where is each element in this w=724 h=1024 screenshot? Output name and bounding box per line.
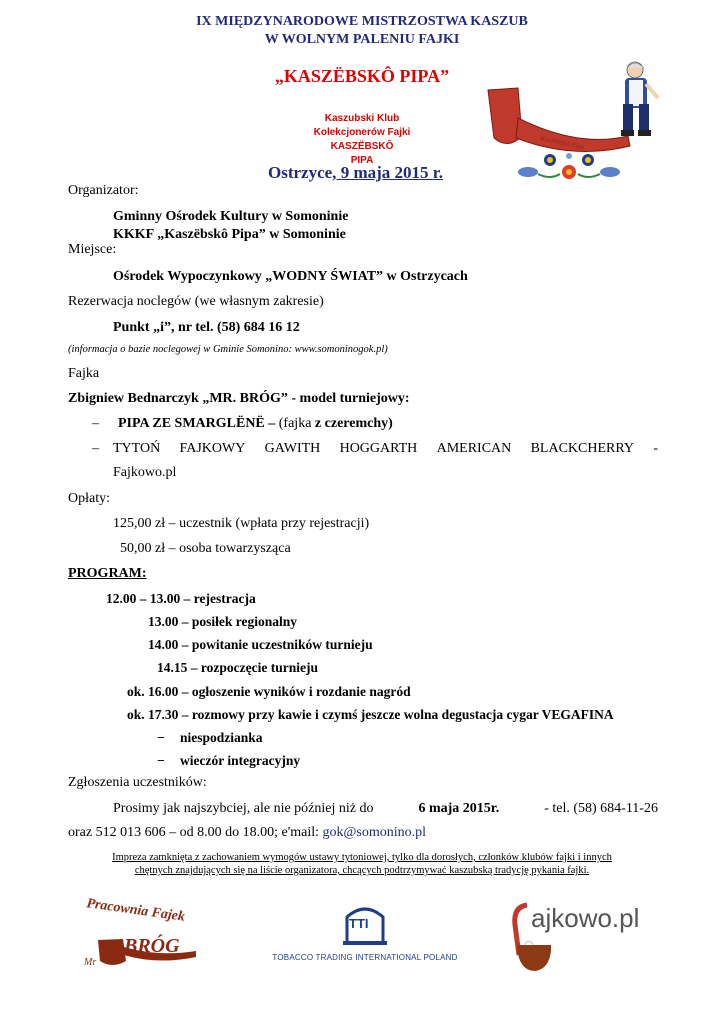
program-item: 14.15 – rozpoczęcie turnieju [157,660,318,675]
fee-participant: 125,00 zł – uczestnik (wpłata przy rejestracji) [113,516,370,531]
fee-companion: 50,00 zł – osoba towarzysząca [120,541,291,556]
svg-text:Kaszëbskô Pipa: Kaszëbskô Pipa [539,134,585,152]
lodging-info: (informacja o bazie noclegowej w Gminie Somonino: www.somoninogok.pl) [68,344,388,355]
email-link[interactable]: gok@somonino.pl [322,825,427,840]
tti-name: TOBACCO TRADING INTERNATIONAL POLAND [272,953,458,962]
brog-logo [78,895,208,975]
registration-contact [68,825,426,841]
brog-logo-mr: Mr [84,957,97,968]
registration-label: Zgłoszenia uczestników: [68,775,207,790]
pipe-item-material: z czeremchy) [314,416,393,431]
registration-phone: - tel. (58) 684-11-26 [544,801,658,816]
place-label: Miejsce: [68,242,117,257]
program-heading: PROGRAM: [68,566,147,581]
tobacco-word: - [653,441,658,456]
program-item: 14.00 – powitanie uczestników turnieju [148,637,373,652]
event-title-line2: W WOLNYM PALENIU FAJKI [264,32,460,47]
tobacco-item-dash: – [92,441,99,456]
tti-logo [250,903,480,973]
lodging-phone: Punkt „i”, nr tel. (58) 684 16 12 [113,320,300,335]
program-bullet: niespodzianka [180,730,263,745]
event-name: „KASZËBSKÔ PIPA” [274,66,450,86]
pipe-item-name: PIPA ZE SMARGLËNË – [118,416,276,431]
organizer-line: Gminny Ośrodek Kultury w Somoninie [113,209,349,224]
event-date-place: Ostrzyce, [268,163,337,182]
pipe-item-pipa [118,416,393,432]
kashubian-ornament-icon [510,150,628,186]
program-item: 13.00 – posiłek regionalny [148,614,298,629]
tobacco-word: AMERICAN [436,441,512,456]
brog-logo-name: BRÓG [124,935,180,957]
club-line: Kolekcjonerów Fajki [313,127,411,138]
tobacco-source: Fajkowo.pl [113,465,177,480]
pipe-model: Zbigniew Bednarczyk „MR. BRÓG” - model turniejowy: [68,391,410,406]
event-title-line1: IX MIĘDZYNARODOWE MISTRZOSTWA KASZUB [196,14,528,29]
program-item: 12.00 – 13.00 – rejestracja [106,591,256,606]
registration-hours: oraz 512 013 606 – od 8.00 do 18.00; e'mail: [68,825,323,840]
event-date [268,163,443,183]
program-bullet-dash: − [157,730,165,745]
tobacco-word: BLACKCHERRY [530,441,635,456]
disclaimer-line: Impreza zamknięta z zachowaniem wymogów ustawy tytoniowej, tylko dla dorosłych, członków klubów fajki i innych [112,852,612,863]
pipe-with-figure-illustration [478,58,668,160]
fajkowo-wordmark: ajkowo.pl [531,903,640,933]
program-item: ok. 16.00 – ogłoszenie wyników i rozdanie nagród [127,684,411,699]
brog-logo-title: Pracownia Fajek [85,896,186,925]
pipe-label: Fajka [68,366,100,381]
registration-text: Prosimy jak najszybciej, ale nie później niż do [113,801,374,816]
program-bullet: wieczór integracyjny [180,753,301,768]
place-value: Ośrodek Wypoczynkowy „WODNY ŚWIAT” w Ostrzycach [113,269,468,284]
tobacco-word: HOGGARTH [339,441,418,456]
tobacco-word: TYTOŃ [113,441,161,456]
program-bullet-dash: − [157,753,165,768]
registration-date: 6 maja 2015r. [418,801,500,816]
fees-label: Opłaty: [68,491,110,506]
lodging-label: Rezerwacja noclegów (we własnym zakresie) [68,294,324,309]
tobacco-word: FAJKOWY [179,441,246,456]
program-item: ok. 17.30 – rozmowy przy kawie i czymś jeszcze wolna degustacja cygar VEGAFINA [127,707,614,722]
organizer-label: Organizator: [68,183,139,198]
club-name [287,112,437,168]
tti-emblem-text: TTI [349,916,369,931]
tobacco-word: GAWITH [264,441,321,456]
pipe-item-desc: (fajka [275,416,315,431]
pipe-item-dash: – [92,416,99,431]
club-line: Kaszubski Klub [324,113,400,124]
club-line: KASZËBSKÔ [330,141,394,152]
registration-deadline [113,801,658,817]
fajkowo-logo [505,895,655,980]
event-date-day: 9 maja 2015 r. [336,163,443,182]
tobacco-item [113,441,658,457]
organizer-line: KKKF „Kaszëbskô Pipa” w Somoninie [113,227,346,242]
disclaimer-line: chętnych znajdujących się na liście organizatora, chcących podtrzymywać kaszubską tradycję pykania fajki. [134,865,590,876]
club-line: PIPA [350,155,374,166]
